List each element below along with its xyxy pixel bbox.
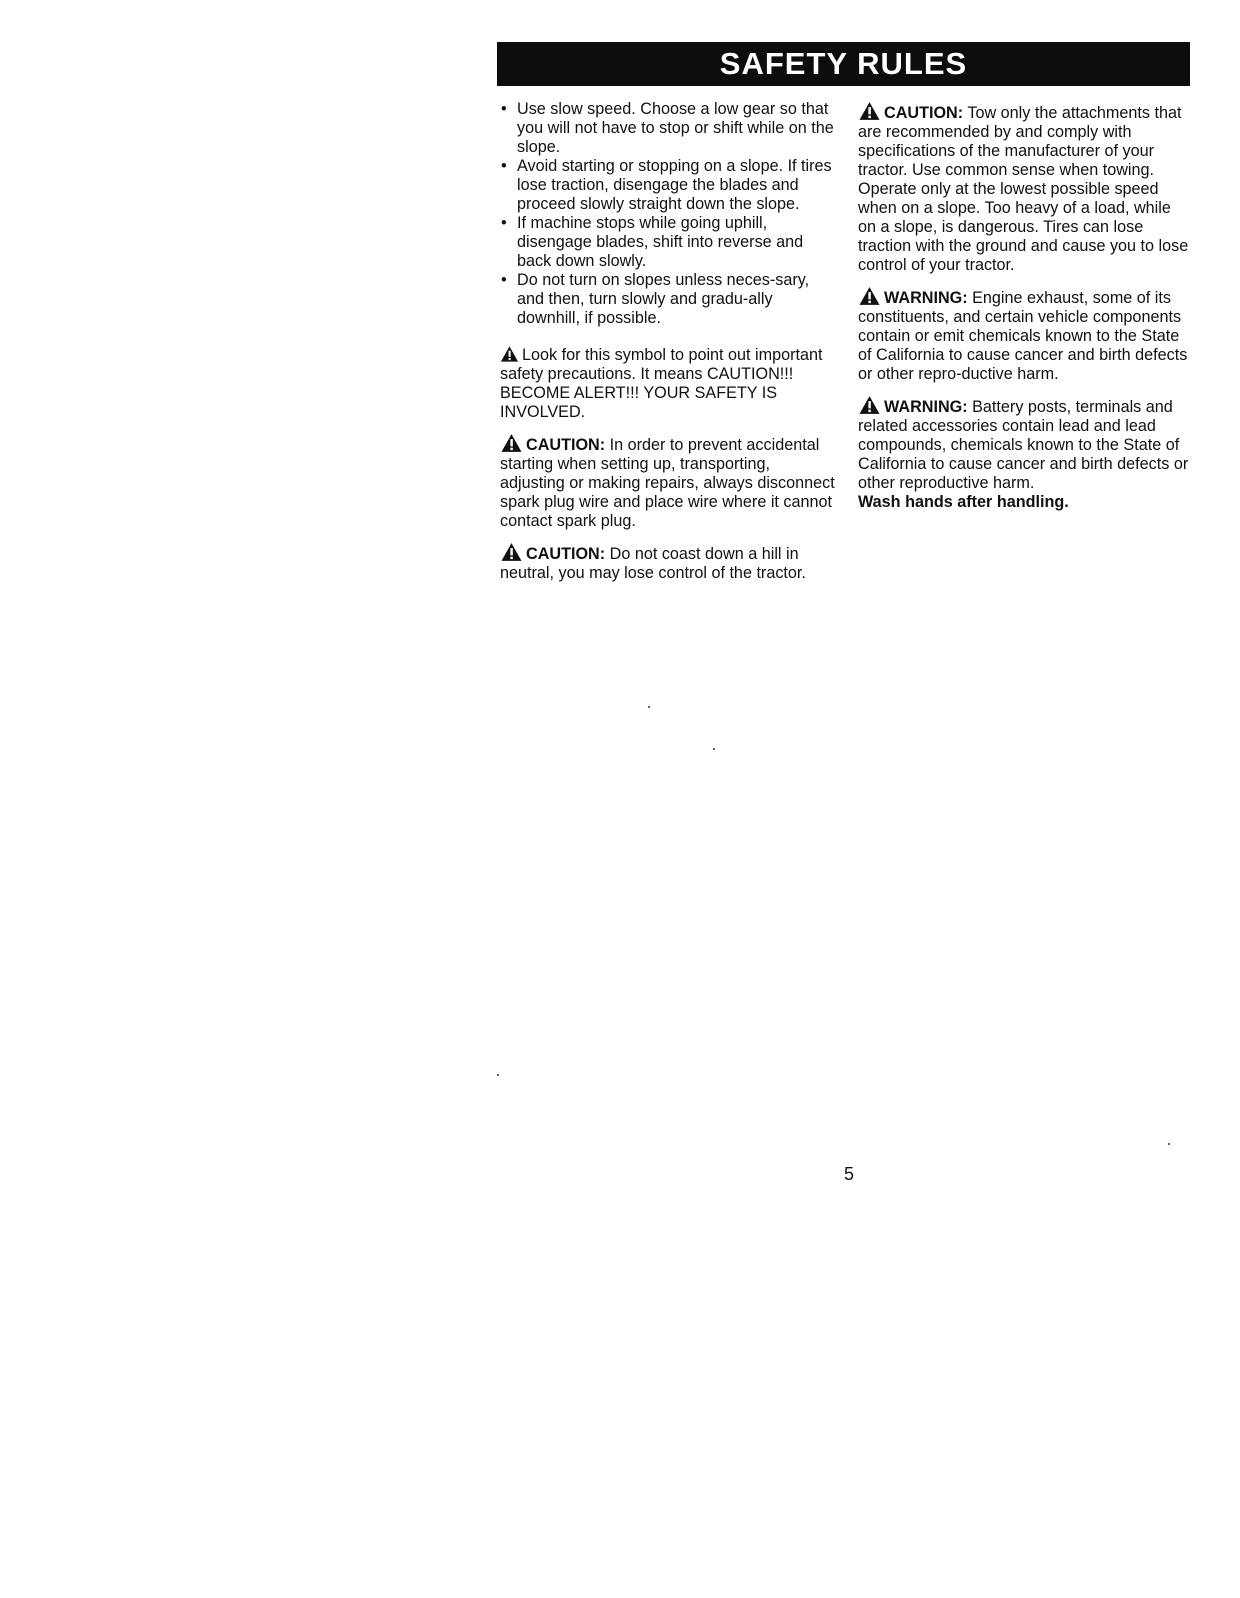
scan-speck [497, 1074, 499, 1076]
slope-bullet-list [500, 100, 836, 328]
bullet-item: • Avoid starting or stopping on a slope. If tires lose traction, disengage the blades and proceed slowly straight down the slope. [500, 157, 836, 214]
caution-text: Tow only the attachments that are recommended by and comply with specifications of the manufacturer of your tractor. Use common sense when towing. Operate only at the lowest possible speed when on a slope. Too heavy of a load, while on a slope, is dangerous. Tires can lose traction with the ground and cause you to lose control of your tractor. [858, 104, 1189, 274]
warning-paragraph [858, 395, 1193, 512]
caution-label: CAUTION: [526, 436, 606, 454]
warning-text: Battery posts, terminals and related accessories contain lead and lead compounds, chemicals known to the State of California to cause cancer and birth defects or other reproductive harm. [858, 398, 1189, 492]
bullet-item: • If machine stops while going uphill, disengage blades, shift into reverse and back down slowly. [500, 214, 836, 271]
symbol-note-text: Look for this symbol to point out important safety precautions. It means CAUTION!!! BECOME ALERT!!! YOUR SAFETY IS INVOLVED. [500, 346, 823, 421]
warning-text: Engine exhaust, some of its constituents, and certain vehicle components contain or emit chemicals known to the State of California to cause cancer and birth defects or other repro-ductive harm. [858, 289, 1188, 383]
page-number: 5 [844, 1164, 855, 1184]
scan-speck [713, 748, 715, 750]
caution-paragraph [500, 433, 836, 531]
caution-text: Do not coast down a hill in neutral, you may lose control of the tractor. [500, 545, 806, 582]
safety-alert-icon [500, 433, 523, 453]
safety-alert-icon [500, 345, 519, 363]
symbol-note-paragraph [500, 345, 836, 422]
scan-speck [648, 706, 650, 708]
warning-label: WARNING: [884, 289, 968, 307]
bullet-item: • Do not turn on slopes unless neces-sary, and then, turn slowly and gradu-ally downhill, if possible. [500, 271, 836, 328]
section-header-bar [497, 42, 1190, 86]
caution-label: CAUTION: [884, 104, 964, 122]
wash-hands-notice: Wash hands after handling. [858, 493, 1069, 511]
safety-alert-icon [858, 395, 881, 415]
caution-text: In order to prevent accidental starting when setting up, transporting, adjusting or making repairs, always disconnect spark plug wire and place wire where it cannot contact spark plug. [500, 436, 835, 530]
warning-paragraph [858, 286, 1193, 384]
warning-label: WARNING: [884, 398, 968, 416]
caution-paragraph [500, 542, 836, 583]
safety-alert-icon [858, 286, 881, 306]
section-title: SAFETY RULES [719, 46, 968, 81]
scan-speck [1168, 1143, 1170, 1145]
safety-alert-icon [500, 542, 523, 562]
bullet-item: • Use slow speed. Choose a low gear so that you will not have to stop or shift while on the slope. [500, 100, 836, 157]
right-column [858, 101, 1193, 512]
left-column [500, 100, 836, 583]
caution-label: CAUTION: [526, 545, 606, 563]
caution-paragraph [858, 101, 1193, 275]
safety-alert-icon [858, 101, 881, 121]
